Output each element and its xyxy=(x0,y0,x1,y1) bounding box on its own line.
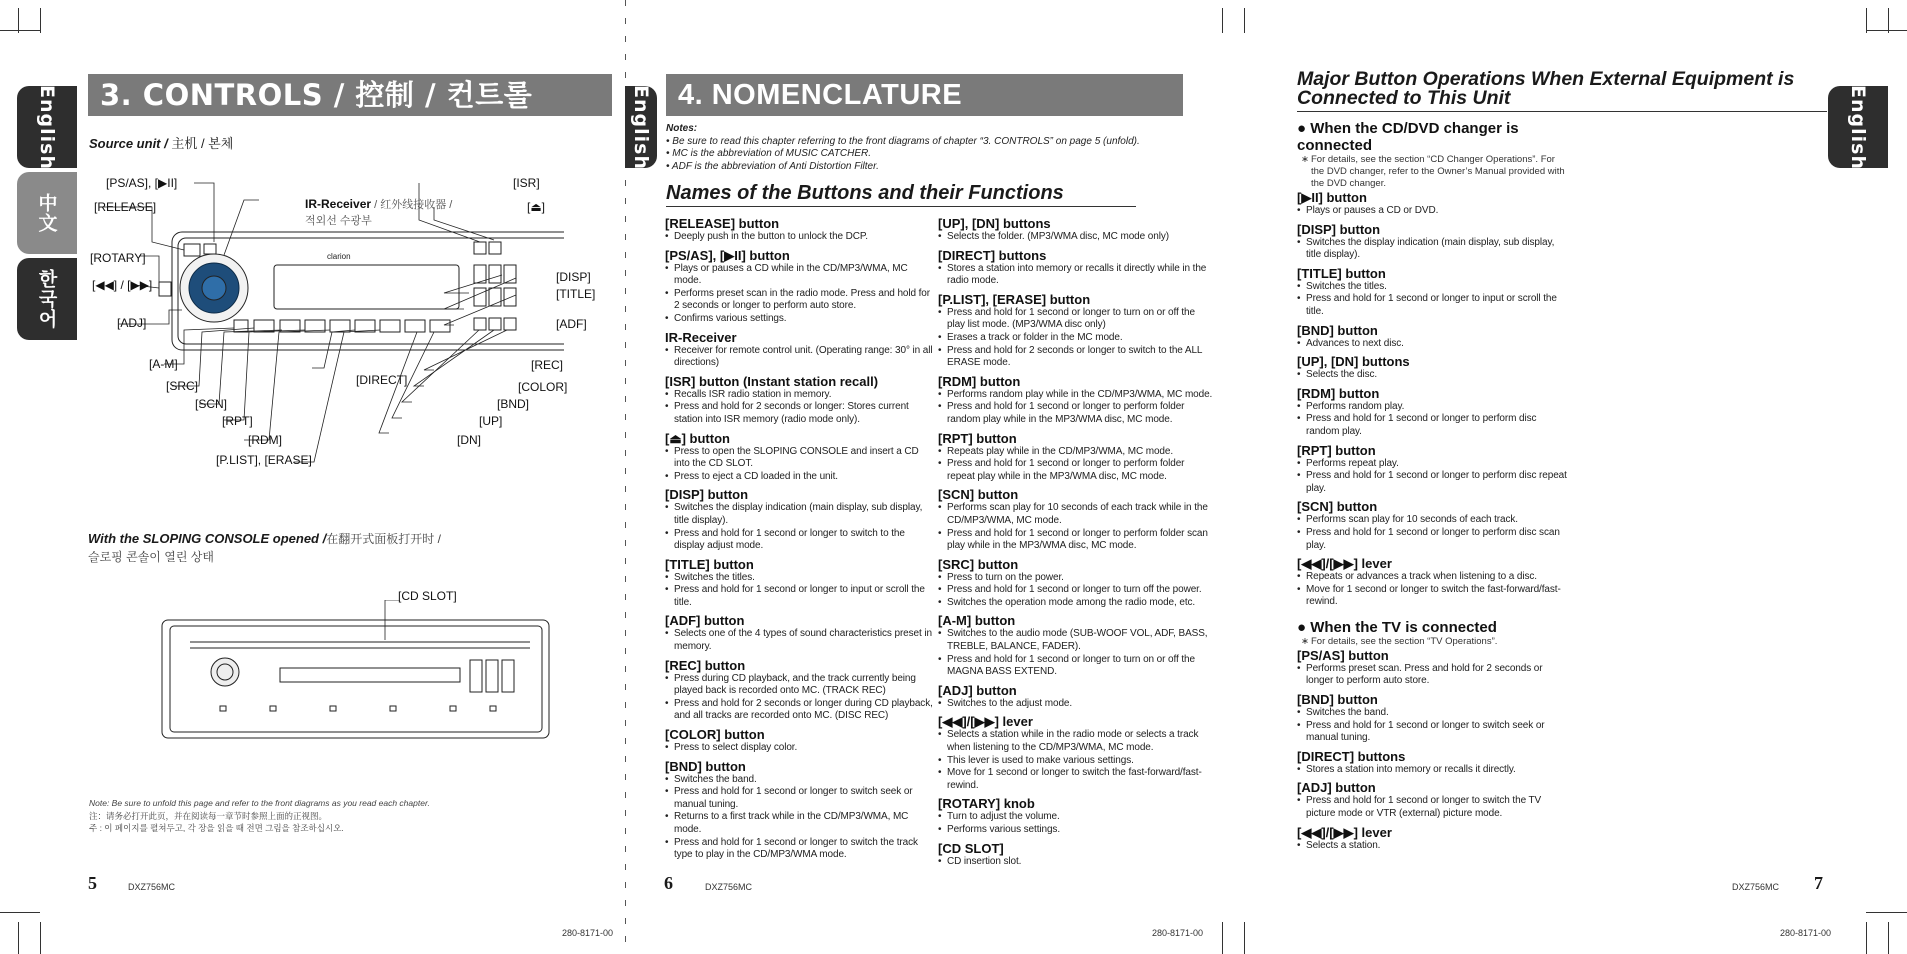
description-item: • CD insertion slot. xyxy=(938,856,1213,869)
description-item: • Press and hold for 1 second or longer to switch the TV picture mode or VTR (external) picture mode. xyxy=(1297,795,1569,820)
description-item: • Press and hold for 1 second or longer to turn off the power. xyxy=(938,584,1213,597)
description-item: • Performs random play. xyxy=(1297,401,1569,414)
cd-changer-note: ∗ For details, see the section “CD Changer Operations”. For the DVD changer, refer to the Owner’s Manual provided with the DVD changer. xyxy=(1301,154,1565,189)
description-item: • Move for 1 second or longer to switch the fast-forward/fast-rewind. xyxy=(1297,584,1569,609)
sloping-console-diagram xyxy=(160,600,560,742)
button-description xyxy=(1297,205,1569,218)
label-rpt: [RPT] xyxy=(222,414,253,428)
button-description xyxy=(938,263,1213,288)
button-description xyxy=(665,742,937,755)
button-list-col1 xyxy=(665,216,937,862)
description-item: • Press and hold for 1 second or longer to switch the track type to play in the CD/MP3/WMA mode. xyxy=(665,837,937,862)
tab-english[interactable]: English xyxy=(625,86,657,168)
button-description xyxy=(1297,707,1569,745)
button-heading: [CD SLOT] xyxy=(938,840,1004,856)
button-heading: [SCN] button xyxy=(938,487,1019,503)
label-am: [A-M] xyxy=(149,357,178,371)
description-item: • Repeats or advances a track when listening to a disc. xyxy=(1297,571,1569,584)
description-item: • Press and hold for 1 second or longer to perform disc repeat play. xyxy=(1297,470,1569,495)
description-item: • Press and hold for 1 second or longer to switch seek or manual tuning. xyxy=(665,786,937,811)
model-number: DXZ756MC xyxy=(128,882,176,892)
button-description xyxy=(938,811,1213,836)
description-item: • Selects the folder. (MP3/WMA disc, MC mode only) xyxy=(938,231,1213,244)
label-rec: [REC] xyxy=(531,358,564,372)
description-item: • Performs repeat play. xyxy=(1297,458,1569,471)
description-item: • Switches to the adjust mode. xyxy=(938,698,1213,711)
tv-items xyxy=(1297,648,1569,852)
tv-note: ∗ For details, see the section “TV Operations”. xyxy=(1301,635,1498,647)
button-description xyxy=(1297,369,1569,382)
button-heading: [COLOR] button xyxy=(665,727,765,743)
model-number: DXZ756MC xyxy=(1732,882,1780,892)
description-item: • Confirms various settings. xyxy=(665,313,937,326)
page-7 xyxy=(1222,0,1907,954)
button-description xyxy=(938,856,1213,869)
description-item: • Selects the disc. xyxy=(1297,369,1569,382)
source-unit-caption: Source unit / 主机 / 본체 xyxy=(89,136,234,151)
description-item: • Deeply push in the button to unlock the DCP. xyxy=(665,231,937,244)
label-color: [COLOR] xyxy=(518,380,568,394)
button-heading: [PS/AS], [▶II] button xyxy=(665,247,790,263)
button-description xyxy=(1297,795,1569,820)
button-description xyxy=(1297,458,1569,496)
model-number: DXZ756MC xyxy=(705,882,753,892)
button-description xyxy=(938,446,1213,484)
button-heading: [REC] button xyxy=(665,657,746,673)
label-dn: [DN] xyxy=(457,433,481,447)
button-heading: [⏏] button xyxy=(665,430,730,446)
button-description xyxy=(938,572,1213,610)
tab-chinese[interactable]: 中文 xyxy=(17,172,77,254)
button-description xyxy=(938,502,1213,552)
button-heading: [ISR] button (Instant station recall) xyxy=(665,373,879,389)
page-number: 7 xyxy=(1814,873,1823,893)
description-item: • Move for 1 second or longer to switch the fast-forward/fast-rewind. xyxy=(938,767,1213,792)
description-item: • Selects a station. xyxy=(1297,840,1569,853)
description-item: • Press to eject a CD loaded in the unit. xyxy=(665,471,937,484)
label-release: [RELEASE] xyxy=(94,200,157,214)
button-heading: [ADF] button xyxy=(665,613,745,629)
label-direct: [DIRECT] xyxy=(356,373,408,387)
doc-code: 280-8171-00 xyxy=(562,928,614,938)
description-item: • Switches the display indication (main display, sub display, title display). xyxy=(665,502,937,527)
description-item: • Press and hold for 2 seconds or longer during CD playback, and all tracks are recorded onto MC. (DISC REC) xyxy=(665,698,937,723)
description-item: • Plays or pauses a CD or DVD. xyxy=(1297,205,1569,218)
description-item: • Switches the titles. xyxy=(1297,281,1569,294)
button-heading: [ROTARY] knob xyxy=(938,796,1035,812)
tab-english[interactable]: English xyxy=(17,86,77,168)
button-description xyxy=(938,729,1213,792)
button-heading: [UP], [DN] buttons xyxy=(1297,354,1410,370)
label-eject: [⏏] xyxy=(527,200,546,214)
button-description xyxy=(938,307,1213,370)
description-item: • Press during CD playback, and the track currently being played back is recorded onto MC. (TRACK REC) xyxy=(665,673,937,698)
description-item: • Switches the operation mode among the radio mode, etc. xyxy=(938,597,1213,610)
button-heading: [UP], [DN] buttons xyxy=(938,216,1051,231)
description-item: • Performs random play while in the CD/MP3/WMA, MC mode. xyxy=(938,389,1213,402)
description-item: • Receiver for remote control unit. (Operating range: 30° in all directions) xyxy=(665,345,937,370)
description-item: • Press and hold for 1 second or longer to perform folder repeat play while in the MP3/WMA disc, MC mode. xyxy=(938,458,1213,483)
sloping-console-caption: With the SLOPING CONSOLE opened /在翻开式面板打开时 / 슬로핑 콘솔이 열린 상태 xyxy=(88,531,441,564)
note-item: • Be sure to read this chapter referring to the front diagrams of chapter “3. CONTROLS” on page 5 (unfold). xyxy=(666,135,1140,147)
button-description xyxy=(1297,764,1569,777)
section-subtitle: Names of the Buttons and their Functions xyxy=(666,182,1136,207)
external-equipment-list xyxy=(1297,120,1569,852)
note-item: • ADF is the abbreviation of Anti Distortion Filter. xyxy=(666,160,879,172)
description-item: • Stores a station into memory or recalls it directly. xyxy=(1297,764,1569,777)
button-description xyxy=(938,628,1213,678)
button-description xyxy=(1297,401,1569,439)
description-item: • Press and hold for 1 second or longer to turn on or off the play list mode. (MP3/WMA disc only) xyxy=(938,307,1213,332)
button-heading: [P.LIST], [ERASE] button xyxy=(938,291,1091,307)
page-title: 4. NOMENCLATURE xyxy=(666,74,1183,116)
button-heading: [BND] button xyxy=(665,758,746,774)
label-adj: [ADJ] xyxy=(117,316,147,330)
cd-changer-items xyxy=(1297,190,1569,609)
button-description xyxy=(1297,281,1569,319)
page-number: 5 xyxy=(88,873,97,893)
label-isr: [ISR] xyxy=(513,176,540,190)
label-bnd: [BND] xyxy=(497,397,530,411)
tv-heading: ● When the TV is connected xyxy=(1297,618,1497,636)
description-item: • Performs preset scan. Press and hold for 2 seconds or longer to perform auto store. xyxy=(1297,663,1569,688)
button-description xyxy=(1297,571,1569,609)
button-description xyxy=(665,446,937,484)
description-item: • Press to open the SLOPING CONSOLE and insert a CD into the CD SLOT. xyxy=(665,446,937,471)
doc-code: 280-8171-00 xyxy=(1780,928,1832,938)
button-heading: [PS/AS] button xyxy=(1297,647,1389,663)
device-brand: clarion xyxy=(327,252,351,261)
unfold-note: Note: Be sure to unfold this page and refer to the front diagrams as you read each chapter. 注：请务必打开此页，并在阅读每一章节时参照上面的正视图。 주 : 이 페이지를 펼쳐두고, 각 장을 읽을 때 전면 그림을 참조하십시오. xyxy=(89,798,430,833)
button-heading: [SCN] button xyxy=(1297,499,1378,515)
description-item: • Recalls ISR radio station in memory. xyxy=(665,389,937,402)
label-up: [UP] xyxy=(479,414,503,428)
description-item: • Performs scan play for 10 seconds of each track while in the CD/MP3/WMA, MC mode. xyxy=(938,502,1213,527)
label-disp: [DISP] xyxy=(556,270,591,284)
button-heading: [ADJ] button xyxy=(1297,780,1376,796)
description-item: • Performs various settings. xyxy=(938,824,1213,837)
description-item: • Repeats play while in the CD/MP3/WMA, MC mode. xyxy=(938,446,1213,459)
page-title: 3. CONTROLS / 控制 / 컨트롤 xyxy=(88,74,612,116)
button-heading: [DISP] button xyxy=(1297,221,1381,237)
button-heading: [DISP] button xyxy=(665,487,749,503)
description-item: • Press and hold for 2 seconds or longer: Stores current station into ISR memory (radio mode only). xyxy=(665,401,937,426)
notes-block: Notes: • Be sure to read this chapter referring to the front diagrams of chapter “3. CONTROLS” on page 5 (unfold). • MC is the abbreviation of MUSIC CATCHER. • ADF is the abbreviation of Anti Distortion Filter. xyxy=(666,123,1226,173)
description-item: • Press and hold for 1 second or longer to input or scroll the title. xyxy=(1297,293,1569,318)
description-item: • Stores a station into memory or recalls it directly while in the radio mode. xyxy=(938,263,1213,288)
description-item: • Turn to adjust the volume. xyxy=(938,811,1213,824)
button-description xyxy=(665,774,937,862)
description-item: • Selects a station while in the radio mode or selects a track when listening to the CD/MP3/WMA, MC mode. xyxy=(938,729,1213,754)
button-description xyxy=(665,345,937,370)
description-item: • Press and hold for 1 second or longer to switch seek or manual tuning. xyxy=(1297,720,1569,745)
label-rotary: [ROTARY] xyxy=(90,251,146,265)
doc-code: 280-8171-00 xyxy=(1152,928,1204,938)
button-heading: [RELEASE] button xyxy=(665,216,780,231)
cd-changer-heading: ● When the CD/DVD changer is connected xyxy=(1297,120,1519,154)
description-item: • Switches the titles. xyxy=(665,572,937,585)
button-heading: [DIRECT] buttons xyxy=(938,247,1047,263)
button-description xyxy=(665,263,937,326)
description-item: • Plays or pauses a CD while in the CD/MP3/WMA, MC mode. xyxy=(665,263,937,288)
button-heading: [TITLE] button xyxy=(1297,265,1386,281)
tab-korean[interactable]: 한국어 xyxy=(17,258,77,340)
button-heading: [DIRECT] buttons xyxy=(1297,748,1406,764)
description-item: • Press and hold for 1 second or longer to perform folder scan play while in the MP3/WMA disc, MC mode. xyxy=(938,528,1213,553)
button-heading: [RDM] button xyxy=(938,373,1021,389)
button-description xyxy=(1297,840,1569,853)
button-description xyxy=(938,389,1213,427)
description-item: • Switches the band. xyxy=(1297,707,1569,720)
label-rdm: [RDM] xyxy=(248,433,282,447)
button-heading: [SRC] button xyxy=(938,556,1019,572)
button-heading: [TITLE] button xyxy=(665,556,754,572)
button-heading: [BND] button xyxy=(1297,322,1378,338)
page-5 xyxy=(0,0,625,954)
description-item: • Switches the band. xyxy=(665,774,937,787)
button-heading: IR-Receiver xyxy=(665,329,737,345)
description-item: • Press and hold for 1 second or longer to switch to the display adjust mode. xyxy=(665,528,937,553)
button-description xyxy=(938,698,1213,711)
label-scn: [SCN] xyxy=(195,397,228,411)
description-item: • Switches the display indication (main display, sub display, title display). xyxy=(1297,237,1569,262)
button-heading: [BND] button xyxy=(1297,692,1378,708)
description-item: • Advances to next disc. xyxy=(1297,338,1569,351)
label-title: [TITLE] xyxy=(556,287,596,301)
button-description xyxy=(938,231,1213,244)
button-heading: [◀◀]/[▶▶] lever xyxy=(1297,556,1392,572)
description-item: • Selects one of the 4 types of sound characteristics preset in memory. xyxy=(665,628,937,653)
description-item: • Erases a track or folder in the MC mode. xyxy=(938,332,1213,345)
description-item: • Press to select display color. xyxy=(665,742,937,755)
button-description xyxy=(1297,514,1569,552)
description-item: • Performs preset scan in the radio mode. Press and hold for 2 seconds or longer to perform auto store. xyxy=(665,288,937,313)
button-list-col2 xyxy=(938,216,1213,868)
button-description xyxy=(665,572,937,610)
button-heading: [RDM] button xyxy=(1297,385,1380,401)
label-ir-receiver: IR-Receiver / 红外线接收器 / 적외선 수광부 xyxy=(305,197,453,227)
description-item: • This lever is used to make various settings. xyxy=(938,755,1213,768)
description-item: • Performs scan play for 10 seconds of each track. xyxy=(1297,514,1569,527)
button-description xyxy=(665,628,937,653)
button-heading: [▶II] button xyxy=(1297,190,1367,205)
label-ps-as: [PS/AS], [▶II] xyxy=(106,176,178,190)
page-6 xyxy=(625,0,1222,954)
label-src: [SRC] xyxy=(166,379,199,393)
button-heading: [◀◀]/[▶▶] lever xyxy=(1297,824,1392,840)
button-description xyxy=(665,231,937,244)
tab-english[interactable]: English xyxy=(1828,86,1888,168)
description-item: • Switches to the audio mode (SUB-WOOF VOL, ADF, BASS, TREBLE, BALANCE, FADER). xyxy=(938,628,1213,653)
button-heading: [RPT] button xyxy=(1297,442,1376,458)
button-heading: [A-M] button xyxy=(938,613,1016,629)
description-item: • Returns to a first track while in the CD/MP3/WMA, MC mode. xyxy=(665,811,937,836)
label-plist-erase: [P.LIST], [ERASE] xyxy=(216,453,312,467)
button-description xyxy=(665,389,937,427)
description-item: • Press and hold for 1 second or longer to perform disc random play. xyxy=(1297,413,1569,438)
note-item: • MC is the abbreviation of MUSIC CATCHER. xyxy=(666,148,872,159)
page-number: 6 xyxy=(664,873,673,893)
button-description xyxy=(1297,338,1569,351)
description-item: • Press and hold for 1 second or longer to perform folder random play while in the MP3/WMA disc, MC mode. xyxy=(938,401,1213,426)
label-prev-next: [◀◀] / [▶▶] xyxy=(92,278,153,292)
button-description xyxy=(1297,237,1569,262)
description-item: • Press to turn on the power. xyxy=(938,572,1213,585)
button-heading: [ADJ] button xyxy=(938,682,1017,698)
button-heading: [RPT] button xyxy=(938,430,1017,446)
button-description xyxy=(665,502,937,552)
description-item: • Press and hold for 2 seconds or longer to switch to the ALL ERASE mode. xyxy=(938,345,1213,370)
page-title: Major Button Operations When External Equipment is Connected to This Unit xyxy=(1297,70,1827,112)
button-description xyxy=(1297,663,1569,688)
description-item: • Press and hold for 1 second or longer to perform disc scan play. xyxy=(1297,527,1569,552)
description-item: • Press and hold for 1 second or longer to input or scroll the title. xyxy=(665,584,937,609)
button-heading: [◀◀]/[▶▶] lever xyxy=(938,714,1033,730)
description-item: • Press and hold for 1 second or longer to turn on or off the MAGNA BASS EXTEND. xyxy=(938,654,1213,679)
button-description xyxy=(665,673,937,723)
label-cd-slot: [CD SLOT] xyxy=(398,589,457,603)
label-adf: [ADF] xyxy=(556,317,587,331)
